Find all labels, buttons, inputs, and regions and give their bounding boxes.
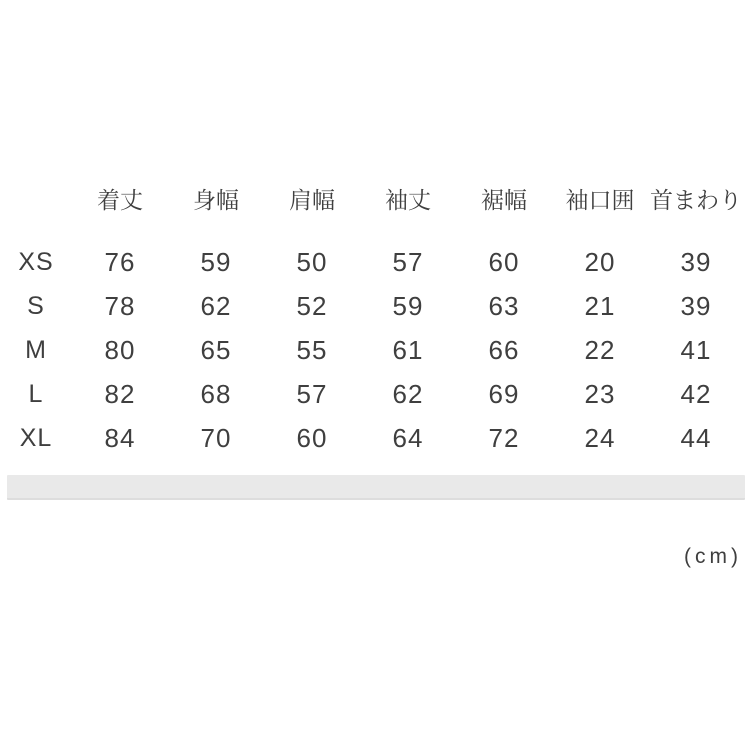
size-value: 66 [488, 334, 520, 365]
size-value: 60 [488, 246, 520, 277]
column-header-sleeve-length: 袖丈 [385, 186, 431, 213]
size-value: 21 [584, 290, 616, 321]
size-value: 22 [584, 334, 616, 365]
size-label: XS [18, 247, 54, 276]
size-chart-table [0, 176, 744, 460]
size-value: 55 [296, 334, 328, 365]
size-value: 23 [584, 378, 616, 409]
size-value: 60 [296, 422, 328, 453]
size-value: 57 [296, 378, 328, 409]
size-value: 69 [488, 378, 520, 409]
size-value: 52 [296, 290, 328, 321]
size-label: M [25, 335, 47, 364]
size-value: 68 [200, 378, 232, 409]
size-value: 78 [104, 290, 136, 321]
size-label: S [27, 291, 45, 320]
column-header-shoulder-width: 肩幅 [289, 186, 335, 213]
size-value: 39 [680, 290, 712, 321]
column-header-cuff-circumference: 袖口囲 [565, 186, 635, 213]
column-header-hem-width: 裾幅 [481, 186, 527, 213]
size-value: 80 [104, 334, 136, 365]
size-value: 84 [104, 422, 136, 453]
size-value: 76 [104, 246, 136, 277]
table-row [0, 240, 744, 284]
size-value: 61 [392, 334, 424, 365]
size-value: 44 [680, 422, 712, 453]
size-value: 50 [296, 246, 328, 277]
table-row [0, 372, 744, 416]
size-value: 65 [200, 334, 232, 365]
size-value: 64 [392, 422, 424, 453]
size-value: 62 [200, 290, 232, 321]
table-header-row [0, 176, 744, 220]
unit-label: (cm) [684, 545, 742, 568]
table-row [0, 416, 744, 460]
size-value: 82 [104, 378, 136, 409]
column-header-body-length: 着丈 [97, 186, 143, 213]
size-value: 59 [392, 290, 424, 321]
size-value: 59 [200, 246, 232, 277]
horizontal-scrollbar-track[interactable] [7, 475, 745, 500]
table-row [0, 328, 744, 372]
size-value: 41 [680, 334, 712, 365]
size-value: 72 [488, 422, 520, 453]
table-row [0, 284, 744, 328]
size-value: 42 [680, 378, 712, 409]
size-value: 63 [488, 290, 520, 321]
size-value: 57 [392, 246, 424, 277]
size-label: L [28, 379, 44, 408]
size-value: 24 [584, 422, 616, 453]
size-value: 39 [680, 246, 712, 277]
column-header-blank [0, 176, 72, 220]
size-label: XL [19, 423, 53, 452]
size-value: 20 [584, 246, 616, 277]
column-header-neck-circumference: 首まわり [650, 186, 742, 213]
column-header-body-width: 身幅 [193, 186, 239, 213]
size-value: 70 [200, 422, 232, 453]
size-value: 62 [392, 378, 424, 409]
